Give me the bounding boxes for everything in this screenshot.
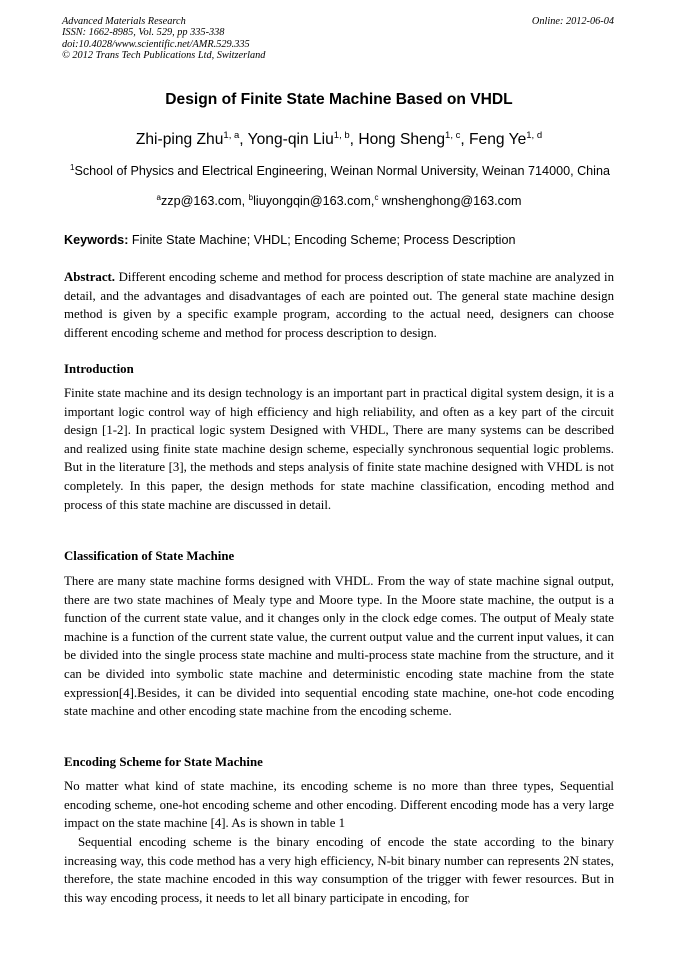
author-name: Zhi-ping Zhu — [135, 131, 224, 149]
paragraph-classification: There are many state machine forms designed with VHDL. From the way of state machine signal output, there are two state machines of Mealy type and Moore type. In the Moore state machine, the output is a function of the current state value, and it changes only in the clock edge comes. The output of Mealy state machine is a function of the current state value, the current output value and the current input values, it can be divided into the single process state machine and multi-process state machine from the structure, and it can be divided into symbolic state machine and deterministic encoding state machine from the state expression[4].Besides, it can be divided into sequential encoding state machine, one-hot code encoding state machine and other encoding state machine from the encoding scheme. — [64, 574, 614, 719]
heading-classification: Classification of State Machine — [64, 549, 235, 563]
keywords-text: Finite State Machine; VHDL; Encoding Scheme; Process Description — [128, 233, 516, 247]
issn: ISSN: 1662-8985, Vol. 529, pp 335-338 — [62, 27, 225, 39]
copyright: © 2012 Trans Tech Publications Ltd, Switzerland — [62, 49, 266, 61]
author-sup: 1, d — [526, 130, 543, 141]
heading-introduction: Introduction — [64, 362, 134, 376]
email-sup: c — [374, 193, 379, 202]
email-sup: b — [248, 193, 254, 202]
heading-encoding: Encoding Scheme for State Machine — [64, 755, 263, 769]
email[interactable]: zzp@163.com, — [160, 194, 249, 209]
author-sup: 1, b — [333, 130, 350, 141]
author-sup: 1, c — [445, 130, 461, 141]
journal-info — [62, 16, 265, 61]
paragraph-introduction: Finite state machine and its design technology is an important part in practical digital system design, it is a important logic control way of high efficiency and high reliability, and often as a key part of the circuit design [1-2]. In practical logic system Designed with VHDL, There are many systems can be described and realized using finite state machine design scheme, especially synchronous sequential logic problems. But in the literature [3], the methods and steps analysis of finite state machine designed with VHDL is not completely. In this paper, the design methods for state machine classification, encoding method and process of this state machine are discussed in detail. — [64, 386, 614, 512]
author-sep: , — [460, 131, 470, 149]
author-name: Yong-qin Liu — [247, 131, 334, 149]
affiliation-text: School of Physics and Electrical Engineering, Weinan Normal University, Weinan 714000, China — [74, 164, 610, 179]
author-sep: , — [239, 131, 248, 149]
paragraph-encoding-1: No matter what kind of state machine, its encoding scheme is no more than three types, Sequential encoding scheme, one-hot encoding scheme and other encoding. Different encoding mode has a very large impact on the state machine [4]. As is shown in table 1 — [64, 779, 614, 831]
paragraph-encoding-2: Sequential encoding scheme is the binary encoding of encode the state according to the binary increasing way, this code method has a very high efficiency, N-bit binary number can represents 2N states, therefore, the state machine encoded in this way consumption of the trigger with fewer resources. But in this way encoding process, it needs to let all binary participate in encoding, for — [64, 835, 614, 905]
online-date: Online: 2012-06-04 — [531, 16, 614, 27]
doi[interactable]: doi:10.4028/www.scientific.net/AMR.529.335 — [62, 38, 250, 50]
emails — [0, 193, 678, 208]
abstract — [64, 268, 614, 342]
email[interactable]: wnshenghong@163.com — [378, 194, 522, 209]
author-name: Hong Sheng — [358, 131, 446, 149]
authors — [0, 130, 678, 149]
abstract-text: Different encoding scheme and method for process description of state machine are analyzed in detail, and the advantages and disadvantages of each are pointed out. The general state machine design method is given by a specific example program, according to the actual need, designers can choose different encoding scheme and method for process description to design. — [64, 270, 614, 340]
keywords-label: Keywords: — [64, 233, 129, 247]
author-name: Feng Ye — [469, 131, 527, 149]
affiliation-sup: 1 — [70, 163, 75, 172]
author-sup: 1, a — [223, 130, 240, 141]
email-sup: a — [156, 193, 161, 202]
abstract-label: Abstract. — [64, 270, 116, 284]
author-sep: , — [349, 131, 359, 149]
affiliation — [64, 163, 616, 178]
email[interactable]: liuyongqin@163.com, — [253, 194, 375, 209]
keywords — [64, 233, 616, 247]
journal-name: Advanced Materials Research — [62, 16, 186, 27]
paper-title: Design of Finite State Machine Based on VHDL — [165, 91, 513, 108]
